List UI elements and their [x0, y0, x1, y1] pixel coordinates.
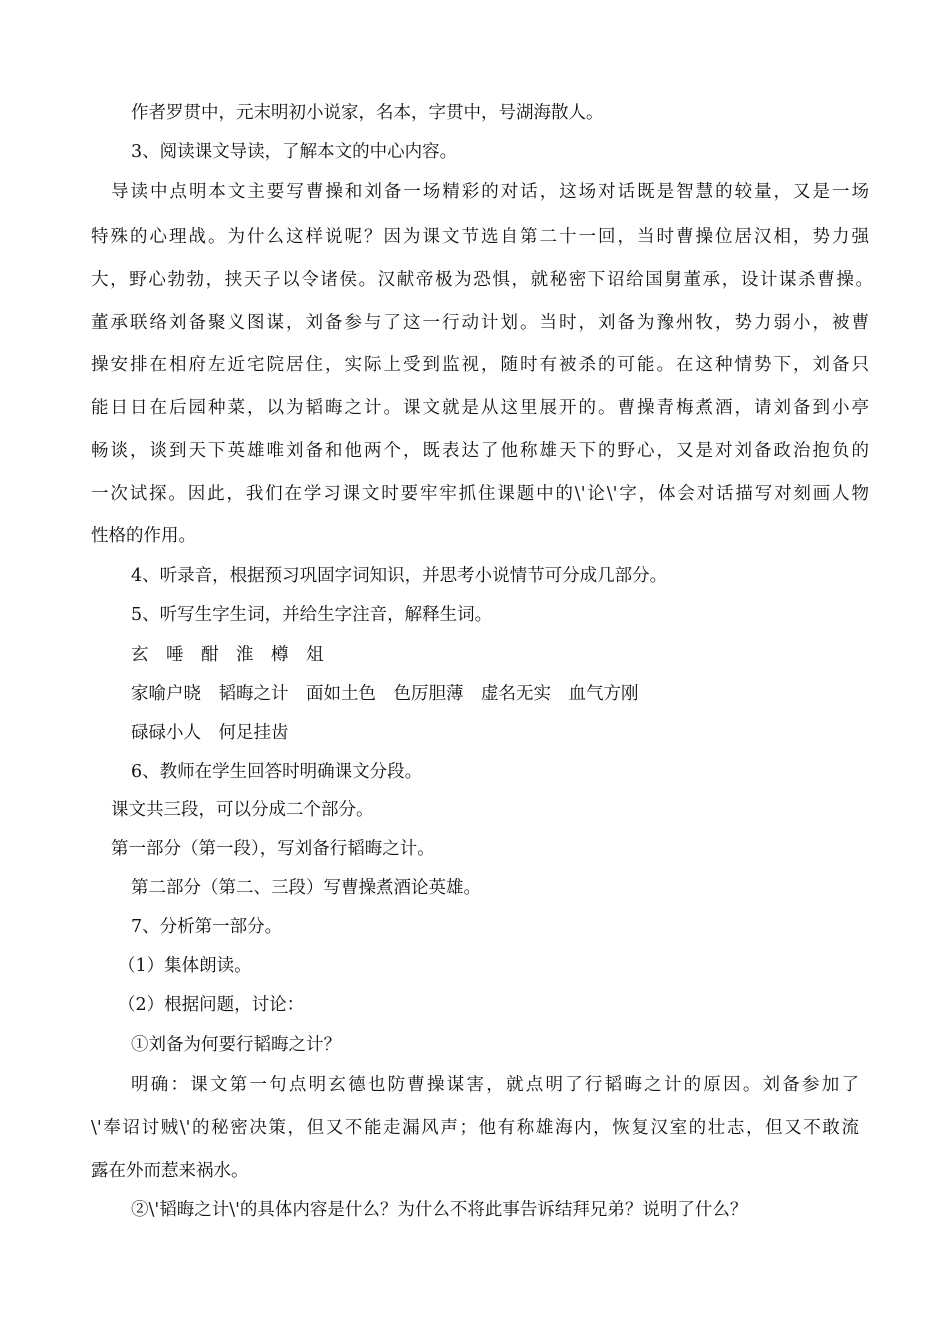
question-2-line: ②\'韬晦之计\'的具体内容是什么？为什么不将此事告诉结拜兄弟？说明了什么？: [131, 1200, 748, 1220]
step-4-heading: 4、听录音，根据预习巩固字词知识，并思考小说情节可分成几部分。: [131, 566, 668, 586]
substep-2-line: （2）根据问题，讨论：: [118, 995, 305, 1015]
new-words-line-2: 碌碌小人 何足挂齿: [131, 723, 289, 743]
substep-1-line: （1）集体朗读。: [118, 956, 252, 976]
new-characters-line: 玄 唾 酣 淮 樽 俎: [131, 645, 324, 665]
guide-paragraph-line-4: 董承联络刘备聚义图谋，刘备参与了这一行动计划。当时，刘备为豫州牧，势力弱小，被曹: [91, 313, 869, 333]
step-3-heading: 3、阅读课文导读，了解本文的中心内容。: [131, 142, 458, 162]
section-summary-line: 课文共三段，可以分成二个部分。: [111, 800, 374, 820]
step-5-heading: 5、听写生字生词，并给生字注音，解释生词。: [131, 605, 493, 625]
guide-paragraph-line-1: 导读中点明本文主要写曹操和刘备一场精彩的对话，这场对话既是智慧的较量，又是一场: [111, 182, 869, 202]
author-intro-line: 作者罗贯中，元末明初小说家，名本，字贯中，号湖海散人。: [131, 103, 604, 123]
answer-1-line-1: 明确：课文第一句点明玄德也防曹操谋害，就点明了行韬晦之计的原因。刘备参加了: [131, 1075, 859, 1095]
guide-paragraph-line-5: 操安排在相府左近宅院居住，实际上受到监视，随时有被杀的可能。在这种情势下，刘备只: [91, 355, 869, 375]
new-words-line-1: 家喻户晓 韬晦之计 面如土色 色厉胆薄 虚名无实 血气方刚: [131, 684, 639, 704]
answer-1-line-3: 露在外而惹来祸水。: [91, 1161, 249, 1181]
question-1-line: ①刘备为何要行韬晦之计？: [131, 1035, 341, 1055]
guide-paragraph-line-8: 一次试探。因此，我们在学习课文时要牢牢抓住课题中的\'论\'字，体会对话描写对刻画人物: [91, 484, 869, 504]
guide-paragraph-line-3: 大，野心勃勃，挟天子以令诸侯。汉献帝极为恐惧，就秘密下诏给国舅董承，设计谋杀曹操。: [91, 270, 873, 290]
guide-paragraph-line-2: 特殊的心理战。为什么这样说呢？因为课文节选自第二十一回，当时曹操位居汉相，势力强: [91, 227, 869, 247]
part-one-line: 第一部分（第一段），写刘备行韬晦之计。: [111, 839, 435, 859]
step-7-heading: 7、分析第一部分。: [131, 917, 283, 937]
part-two-line: 第二部分（第二、三段）写曹操煮酒论英雄。: [131, 878, 481, 898]
answer-1-line-2: \'奉诏讨贼\'的秘密决策，但又不能走漏风声；他有称雄海内，恢复汉室的壮志，但又不敢流: [91, 1118, 859, 1138]
guide-paragraph-line-6: 能日日在后园种菜，以为韬晦之计。课文就是从这里展开的。曹操青梅煮酒，请刘备到小亭: [91, 398, 869, 418]
guide-paragraph-line-7: 畅谈，谈到天下英雄唯刘备和他两个，既表达了他称雄天下的野心，又是对刘备政治抱负的: [91, 441, 869, 461]
step-6-heading: 6、教师在学生回答时明确课文分段。: [131, 762, 423, 782]
guide-paragraph-line-9: 性格的作用。: [91, 526, 196, 546]
